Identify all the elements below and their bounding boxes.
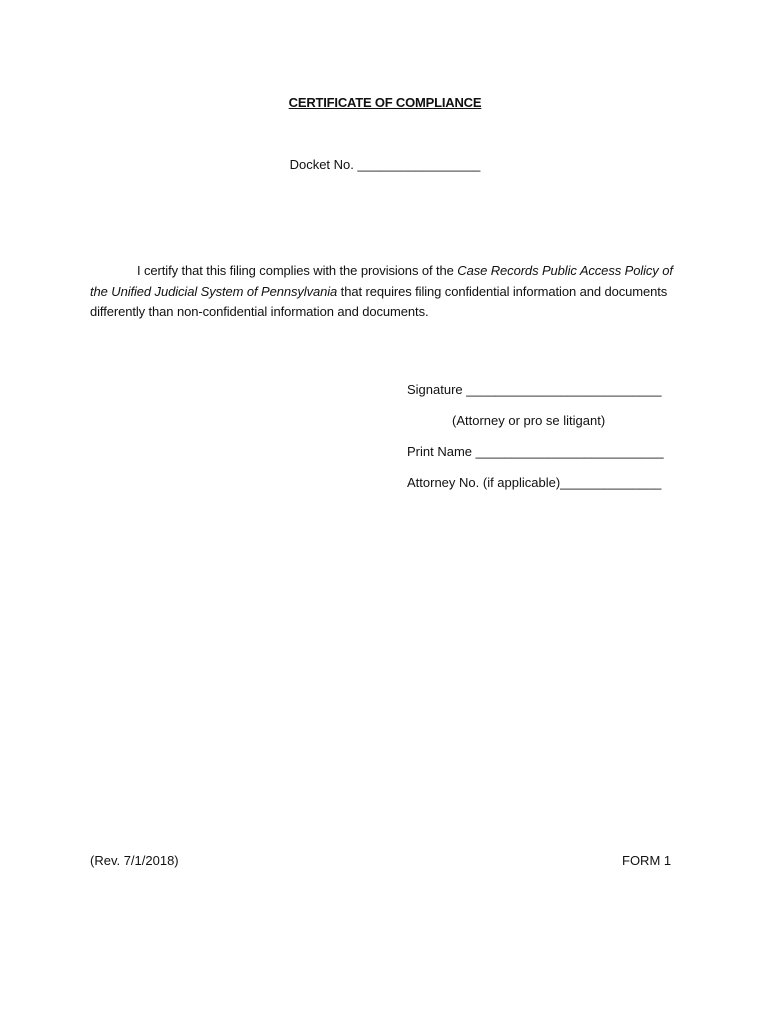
docket-number-field: Docket No. _________________: [289, 157, 481, 172]
revision-date: (Rev. 7/1/2018): [90, 853, 179, 868]
signature-caption: (Attorney or pro se litigant): [452, 413, 606, 428]
certification-paragraph: [90, 261, 682, 323]
signature-block: [407, 381, 697, 505]
certification-lead: I certify that this filing complies with the provisions of the: [137, 263, 458, 278]
document-title: CERTIFICATE OF COMPLIANCE: [288, 95, 482, 110]
attorney-number-line: Attorney No. (if applicable)______________: [407, 475, 662, 490]
print-name-line: Print Name __________________________: [407, 444, 664, 459]
signature-line: Signature ___________________________: [407, 382, 662, 397]
certification-tail: that requires filing confidential information and documents differently than non-confidential information and documents.: [90, 283, 668, 319]
policy-name: Case Records Public Access Policy of the Unified Judicial System of Pennsylvania: [90, 263, 673, 299]
form-identifier: FORM 1: [622, 853, 672, 868]
